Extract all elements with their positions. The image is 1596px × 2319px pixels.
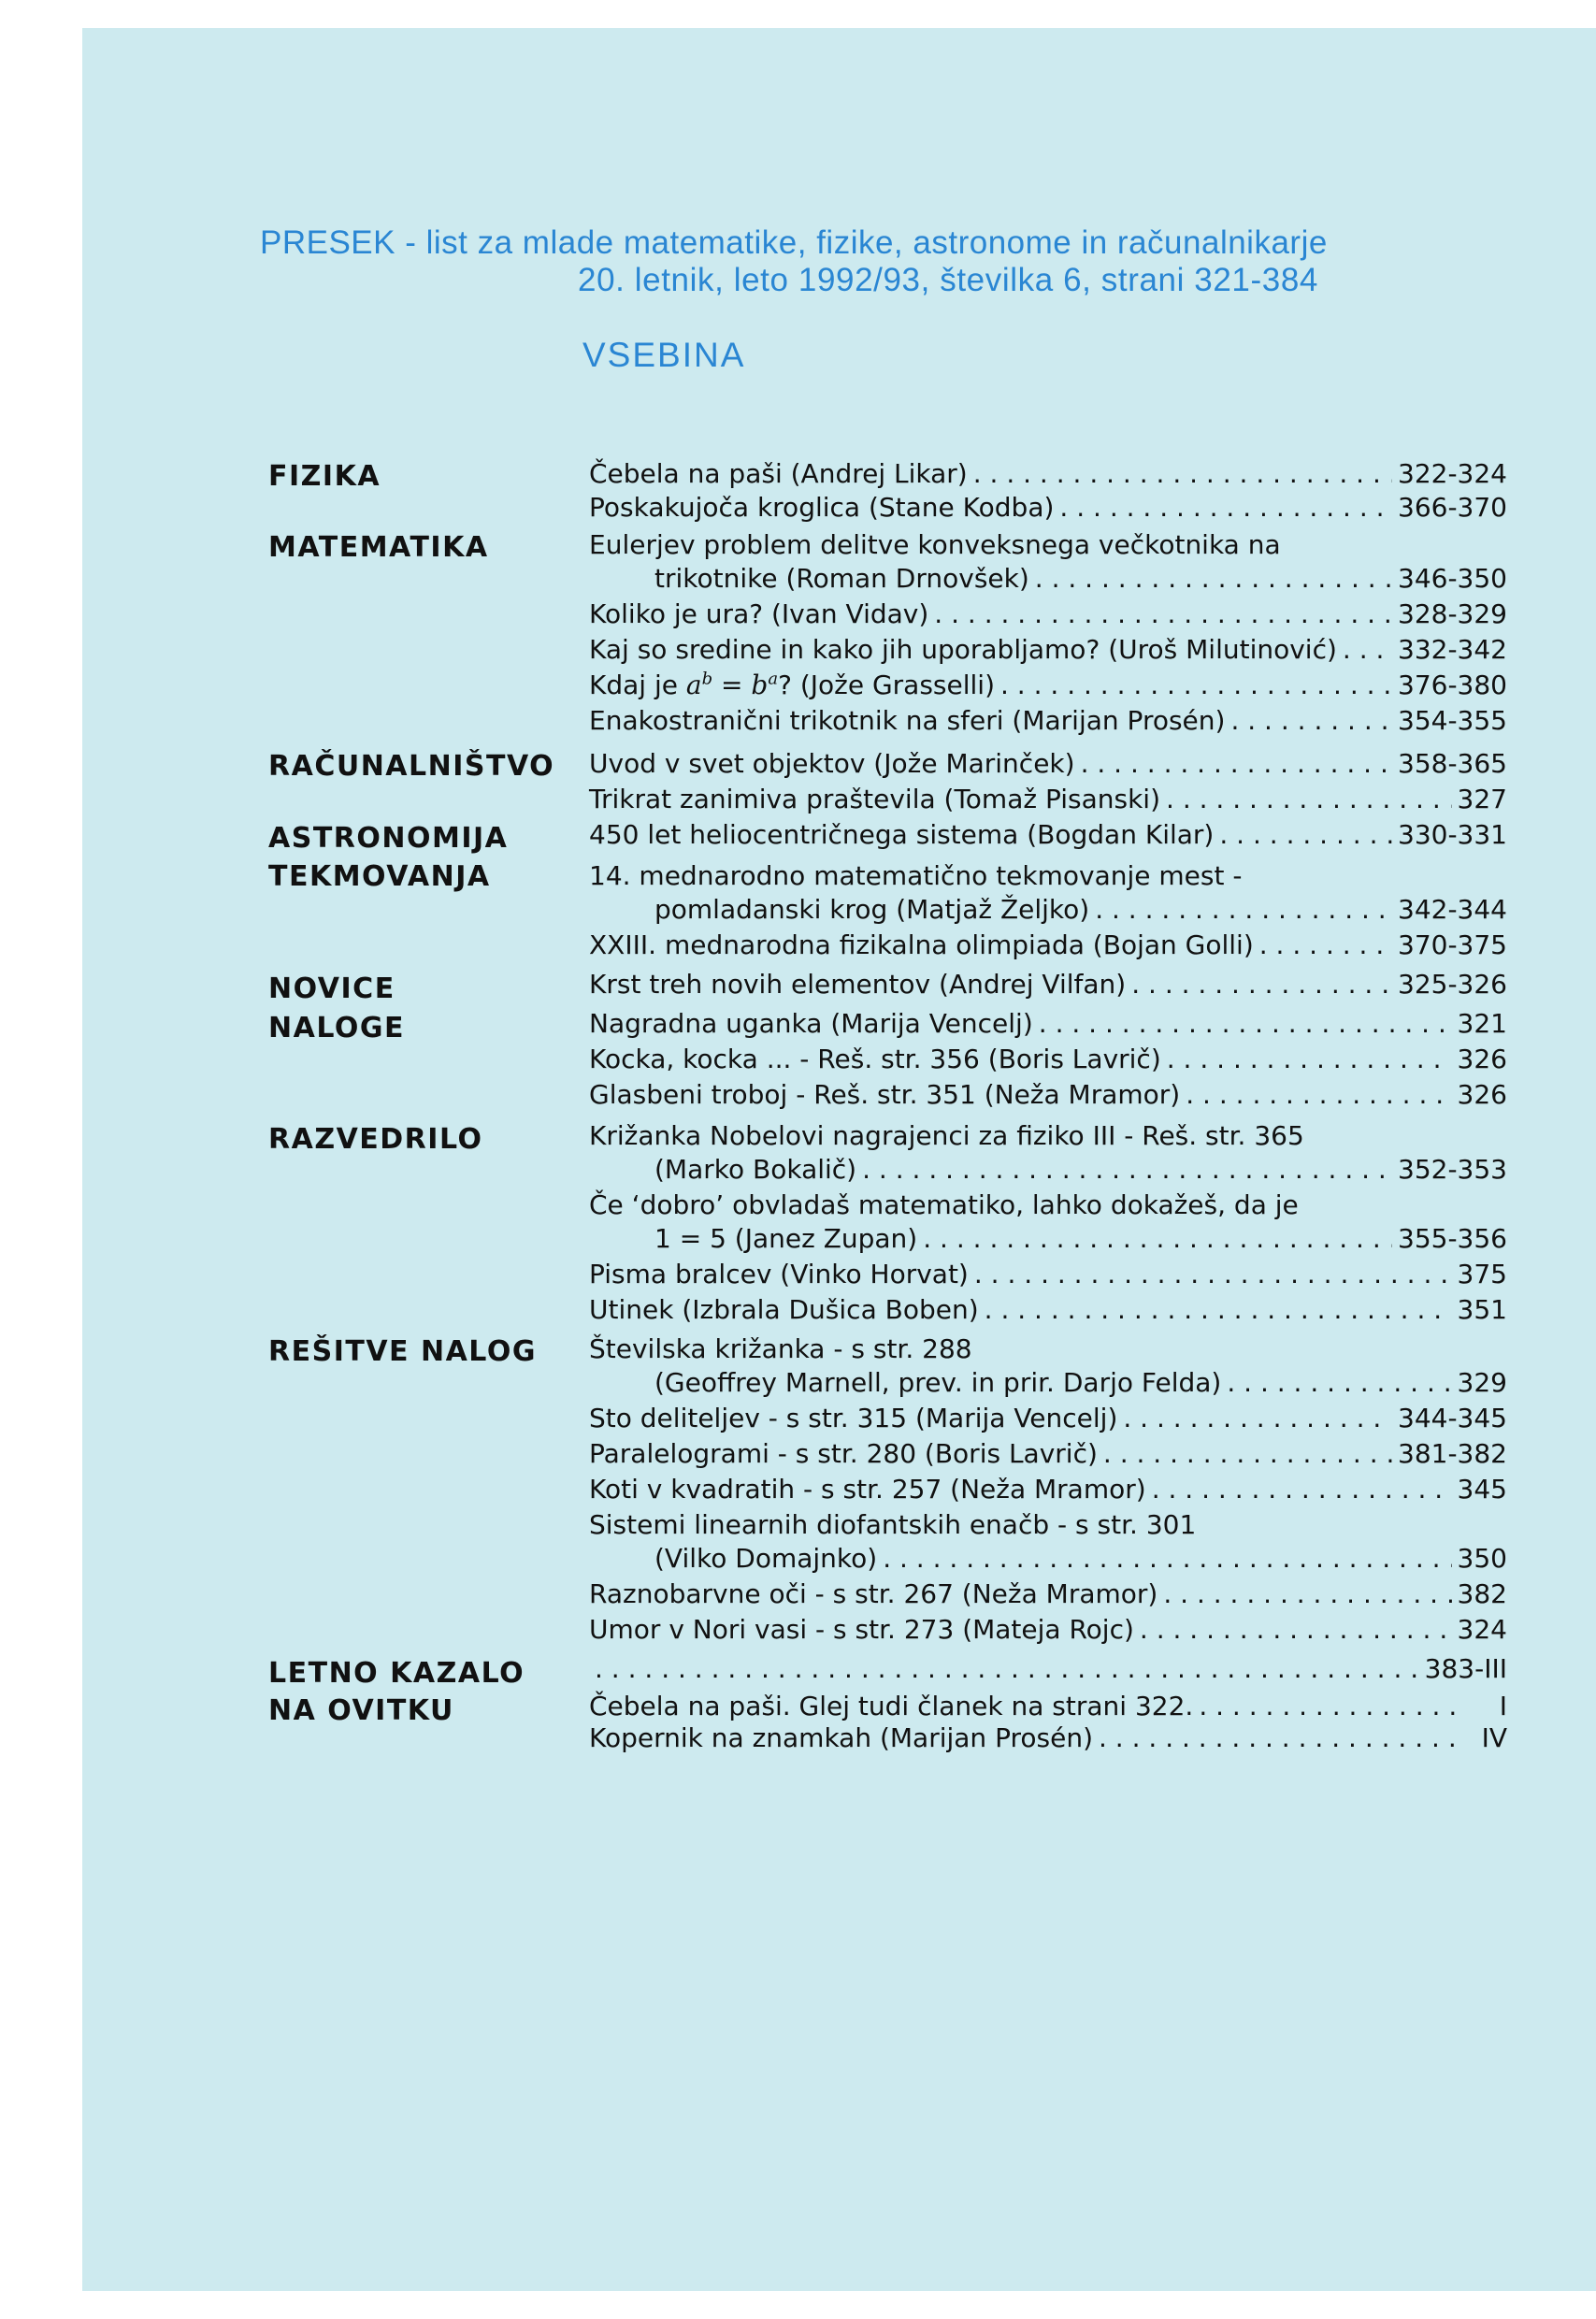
entry-title: Pisma bralcev (Vinko Horvat) xyxy=(589,1259,969,1289)
section-racunalnistvo: RAČUNALNIŠTVO xyxy=(268,750,555,783)
entry-pages: 350 xyxy=(1457,1543,1507,1574)
entry-pages: 324 xyxy=(1457,1614,1507,1645)
leader-dots xyxy=(973,456,1392,492)
entry-pages: 330-331 xyxy=(1398,819,1507,850)
entry-pages: I xyxy=(1499,1691,1507,1721)
entry-pages: 321 xyxy=(1457,1008,1507,1039)
entry-title: (Marko Bokalič) xyxy=(654,1154,857,1185)
toc-entry xyxy=(589,928,1507,963)
entry-pages: 370-375 xyxy=(1398,929,1507,960)
toc-entry xyxy=(589,668,1507,703)
leader-dots xyxy=(1163,1577,1451,1612)
entry-title: (Vilko Domajnko) xyxy=(654,1543,878,1574)
toc-entry xyxy=(589,1292,1507,1328)
leader-dots xyxy=(934,597,1392,632)
entry-pages: IV xyxy=(1481,1722,1507,1753)
toc-entry xyxy=(589,490,1507,526)
entry-title: 1 = 5 (Janez Zupan) xyxy=(654,1223,918,1254)
entry-title: Eulerjev problem delitve konveksnega večkotnika na xyxy=(589,529,1281,560)
toc-entry xyxy=(589,1612,1507,1648)
leader-dots xyxy=(862,1152,1392,1188)
entry-pages: 328-329 xyxy=(1398,598,1507,629)
toc-entry xyxy=(589,1689,1507,1724)
leader-dots xyxy=(1140,1612,1452,1648)
section-matematika: MATEMATIKA xyxy=(268,531,489,564)
leader-dots xyxy=(595,1651,1419,1687)
entry-pages: 342-344 xyxy=(1398,894,1507,925)
entry-pages: 327 xyxy=(1457,784,1507,814)
entry-title: XXIII. mednarodna fizikalna olimpiada (Bojan Golli) xyxy=(589,929,1254,960)
toc-entry xyxy=(589,1401,1507,1436)
toc-entry xyxy=(589,456,1507,492)
entry-pages: 332-342 xyxy=(1398,634,1507,665)
entry-title: (Geoffrey Marnell, prev. in prir. Darjo Felda) xyxy=(654,1367,1222,1398)
leader-dots xyxy=(1343,632,1392,668)
section-fizika: FIZIKA xyxy=(268,460,381,493)
toc-entry xyxy=(589,1006,1507,1042)
toc-entry xyxy=(589,746,1507,782)
leader-dots xyxy=(1186,1077,1451,1113)
leader-dots xyxy=(1152,1472,1452,1507)
toc-entry xyxy=(589,1152,1507,1188)
section-tekmovanja: TEKMOVANJA xyxy=(268,860,491,893)
formula-exp-b: b xyxy=(701,669,713,689)
entry-pages: 358-365 xyxy=(1398,748,1507,779)
leader-dots xyxy=(1095,892,1392,928)
section-letno-kazalo: LETNO KAZALO xyxy=(268,1657,525,1690)
entry-title: Utinek (Izbrala Dušica Boben) xyxy=(589,1294,979,1325)
toc-entry xyxy=(589,967,1507,1002)
entry-pages: 329 xyxy=(1457,1367,1507,1398)
leader-dots xyxy=(1059,490,1392,526)
leader-dots xyxy=(883,1541,1451,1577)
toc-entry xyxy=(589,1436,1507,1472)
issue-info: 20. letnik, leto 1992/93, številka 6, strani 321-384 xyxy=(578,262,1318,298)
leader-dots xyxy=(1103,1436,1392,1472)
entry-pages: 383-III xyxy=(1424,1653,1507,1684)
leader-dots xyxy=(1039,1006,1452,1042)
toc-entry xyxy=(589,1077,1507,1113)
section-na-ovitku: NA OVITKU xyxy=(268,1694,454,1727)
toc-entry xyxy=(589,892,1507,928)
entry-title: Nagradna uganka (Marija Vencelj) xyxy=(589,1008,1033,1039)
section-naloge: NALOGE xyxy=(268,1012,405,1044)
section-resitve-nalog: REŠITVE NALOG xyxy=(268,1335,537,1368)
entry-title: Koti v kvadratih - s str. 257 (Neža Mramor) xyxy=(589,1474,1146,1505)
leader-dots xyxy=(1081,746,1392,782)
entry-title: Čebela na paši. Glej tudi članek na strani 322. xyxy=(589,1691,1194,1721)
toc-entry xyxy=(589,1257,1507,1292)
entry-title: Paralelogrami - s str. 280 (Boris Lavrič) xyxy=(589,1438,1098,1469)
formula-prefix: Kdaj je xyxy=(589,670,686,700)
leader-dots xyxy=(1035,561,1392,597)
entry-title: Čebela na paši (Andrej Likar) xyxy=(589,458,968,489)
entry-pages: 326 xyxy=(1457,1044,1507,1074)
leader-dots xyxy=(1166,782,1452,817)
entry-title: Kaj so sredine in kako jih uporabljamo? (Uroš Milutinović) xyxy=(589,634,1337,665)
leader-dots xyxy=(1123,1401,1392,1436)
entry-title: 14. mednarodno matematično tekmovanje mest - xyxy=(589,860,1243,891)
entry-pages: 355-356 xyxy=(1398,1223,1507,1254)
toc-entry xyxy=(589,561,1507,597)
leader-dots xyxy=(1259,928,1392,963)
entry-title: pomladanski krog (Matjaž Željko) xyxy=(654,894,1090,925)
entry-pages: 326 xyxy=(1457,1079,1507,1110)
entry-title: Sto deliteljev - s str. 315 (Marija Vencelj) xyxy=(589,1403,1118,1433)
toc-entry xyxy=(589,782,1507,817)
entry-pages: 382 xyxy=(1457,1578,1507,1609)
entry-pages: 354-355 xyxy=(1398,705,1507,736)
toc-entry xyxy=(589,1721,1507,1756)
entry-pages: 366-370 xyxy=(1398,492,1507,523)
formula-exp-a: a xyxy=(768,669,779,689)
entry-title: Glasbeni troboj - Reš. str. 351 (Neža Mramor) xyxy=(589,1079,1181,1110)
magazine-title: PRESEK - list za mlade matematike, fizike, astronome in računalnikarje xyxy=(260,224,1328,261)
entry-title: Umor v Nori vasi - s str. 273 (Mateja Rojc) xyxy=(589,1614,1134,1645)
header xyxy=(260,224,1513,374)
entry-pages: 351 xyxy=(1457,1294,1507,1325)
formula-base-a: a xyxy=(685,670,702,700)
entry-title: Kocka, kocka ... - Reš. str. 356 (Boris Lavrič) xyxy=(589,1044,1161,1074)
entry-pages: 375 xyxy=(1457,1259,1507,1289)
leader-dots xyxy=(1230,703,1392,739)
entry-title: Raznobarvne oči - s str. 267 (Neža Mramor) xyxy=(589,1578,1158,1609)
leader-dots xyxy=(1219,817,1392,853)
leader-dots xyxy=(985,1292,1452,1328)
entry-title: Koliko je ura? (Ivan Vidav) xyxy=(589,598,929,629)
entry-pages: 344-345 xyxy=(1398,1403,1507,1433)
toc-entry xyxy=(589,1472,1507,1507)
entry-title: Uvod v svet objektov (Jože Marinček) xyxy=(589,748,1075,779)
entry-title: Če ‘dobro’ obvladaš matematiko, lahko dokažeš, da je xyxy=(589,1189,1299,1220)
leader-dots xyxy=(1000,668,1392,703)
entry-title xyxy=(589,668,995,703)
entry-title: Sistemi linearnih diofantskih enačb - s str. 301 xyxy=(589,1509,1197,1540)
entry-title: trikotnike (Roman Drnovšek) xyxy=(654,563,1029,594)
leader-dots xyxy=(1167,1042,1452,1077)
formula-suffix: ? (Jože Grasselli) xyxy=(778,670,995,700)
entry-pages: 322-324 xyxy=(1398,458,1507,489)
entry-title: Poskakujoča kroglica (Stane Kodba) xyxy=(589,492,1055,523)
entry-pages: 345 xyxy=(1457,1474,1507,1505)
leader-dots xyxy=(1099,1721,1464,1756)
toc-entry xyxy=(589,1577,1507,1612)
leader-dots xyxy=(1131,967,1392,1002)
toc-entry xyxy=(589,1541,1507,1577)
entry-pages: 381-382 xyxy=(1398,1438,1507,1469)
toc-entry xyxy=(589,1651,1507,1687)
toc-entry xyxy=(589,1365,1507,1401)
entry-pages: 352-353 xyxy=(1398,1154,1507,1185)
section-razvedrilo: RAZVEDRILO xyxy=(268,1123,483,1156)
entry-title: Križanka Nobelovi nagrajenci za fiziko III - Reš. str. 365 xyxy=(589,1120,1304,1151)
entry-title: Enakostranični trikotnik na sferi (Marijan Prosén) xyxy=(589,705,1226,736)
toc-entry xyxy=(589,597,1507,632)
entry-pages: 346-350 xyxy=(1398,563,1507,594)
entry-pages: 376-380 xyxy=(1398,670,1507,700)
formula-base-b: b xyxy=(751,670,769,700)
toc-entry xyxy=(589,817,1507,853)
leader-dots xyxy=(923,1221,1392,1257)
entry-title: Kopernik na znamkah (Marijan Prosén) xyxy=(589,1722,1093,1753)
leader-dots xyxy=(974,1257,1452,1292)
entry-title: Krst treh novih elementov (Andrej Vilfan) xyxy=(589,969,1127,1000)
entry-title: Številska križanka - s str. 288 xyxy=(589,1333,972,1364)
toc-entry xyxy=(589,703,1507,739)
leader-dots xyxy=(1227,1365,1451,1401)
section-astronomija: ASTRONOMIJA xyxy=(268,822,509,855)
section-novice: NOVICE xyxy=(268,972,395,1005)
entry-pages: 325-326 xyxy=(1398,969,1507,1000)
entry-title: Trikrat zanimiva praštevila (Tomaž Pisanski) xyxy=(589,784,1161,814)
contents-heading: VSEBINA xyxy=(582,336,746,374)
toc-entry xyxy=(589,1042,1507,1077)
toc-entry xyxy=(589,1221,1507,1257)
entry-title: 450 let heliocentričnega sistema (Bogdan Kilar) xyxy=(589,819,1215,850)
toc-entry xyxy=(589,632,1507,668)
formula-equals: = xyxy=(712,670,752,700)
leader-dots xyxy=(1199,1689,1464,1724)
